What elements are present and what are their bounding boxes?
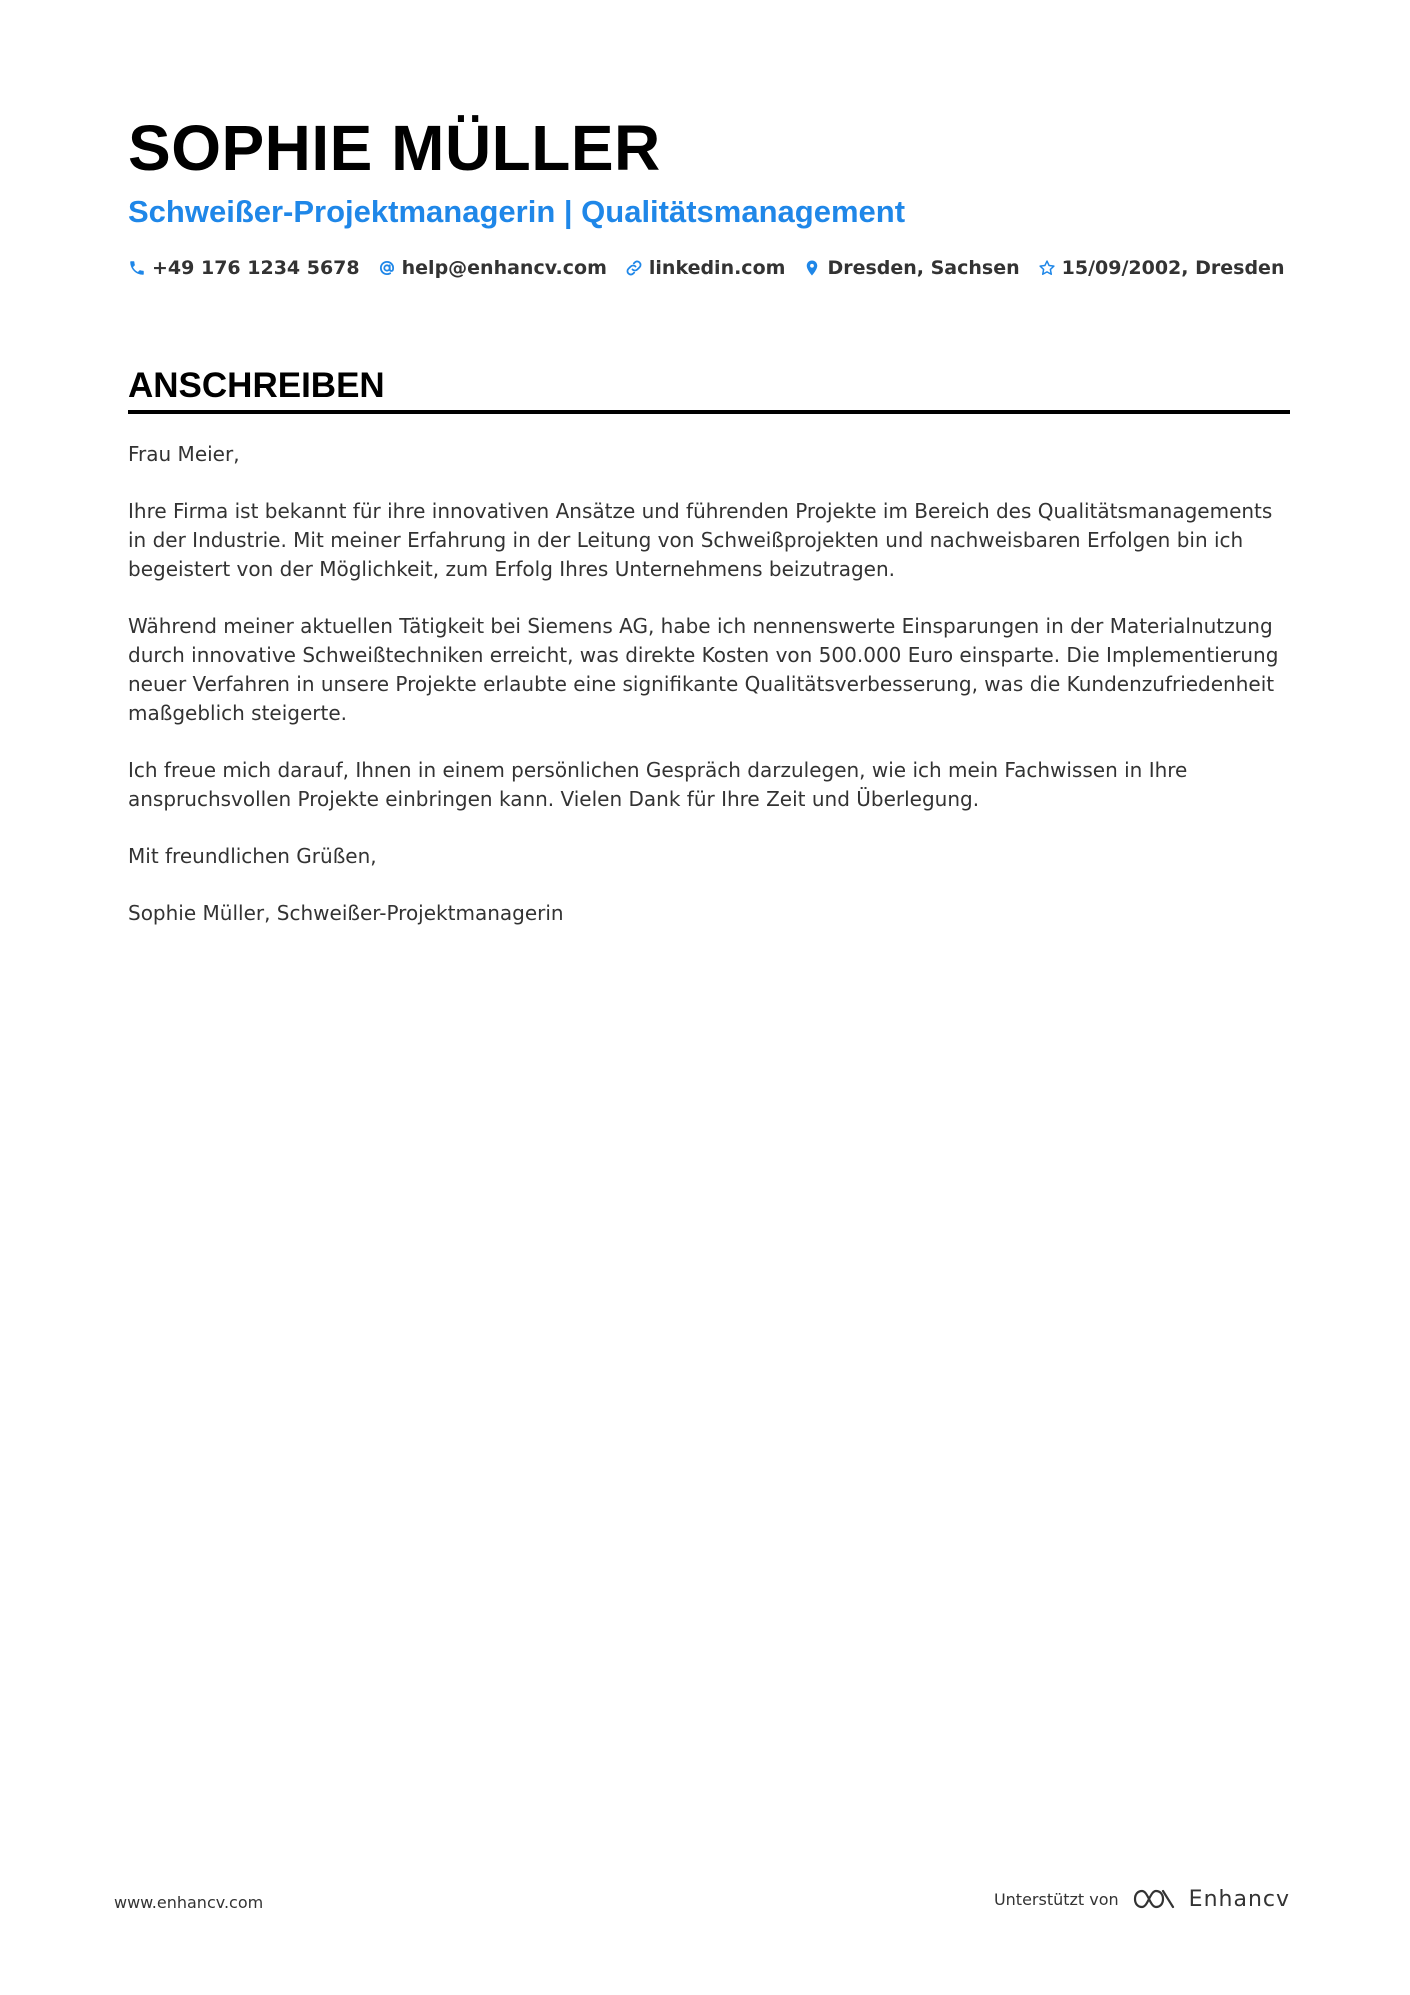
candidate-name: SOPHIE MÜLLER	[128, 112, 661, 184]
contact-email	[378, 257, 607, 279]
powered-by	[994, 1885, 1290, 1913]
letter-closing: Mit freundlichen Grüßen,	[128, 844, 377, 868]
enhancv-logo-text: Enhancv	[1188, 1886, 1290, 1912]
contact-birth-text: 15/09/2002, Dresden	[1061, 257, 1285, 279]
link-icon	[625, 259, 643, 277]
contact-birth	[1038, 257, 1285, 279]
contact-linkedin	[625, 257, 786, 279]
letter-body	[128, 440, 1290, 956]
letter-paragraph: Ihre Firma ist bekannt für ihre innovativen Ansätze und führenden Projekte im Bereich des Qualitätsmanagements in der Industrie. Mit meiner Erfahrung in der Leitung von Schweißprojekten und nachweisbaren Erfolgen bin ich begeistert von der Möglichkeit, zum Erfolg Ihres Unternehmens beizutragen.	[128, 499, 1273, 581]
contact-info-bar	[128, 252, 1302, 284]
enhancv-logo-icon	[1131, 1885, 1177, 1913]
at-icon	[378, 259, 396, 277]
footer-website-link[interactable]: www.enhancv.com	[114, 1893, 264, 1912]
contact-location	[803, 257, 1019, 279]
section-divider	[128, 410, 1290, 414]
phone-icon	[128, 259, 146, 277]
letter-salutation: Frau Meier,	[128, 442, 240, 466]
contact-location-text: Dresden, Sachsen	[827, 257, 1020, 279]
contact-linkedin-text: linkedin.com	[648, 257, 786, 279]
star-icon	[1038, 259, 1056, 277]
contact-phone-text: +49 176 1234 5678	[152, 257, 360, 279]
letter-paragraph: Ich freue mich darauf, Ihnen in einem persönlichen Gespräch darzulegen, wie ich mein Fachwissen in Ihre anspruchsvollen Projekte einbringen kann. Vielen Dank für Ihre Zeit und Überlegung.	[128, 758, 1188, 811]
contact-email-text: help@enhancv.com	[401, 257, 607, 279]
contact-phone	[128, 257, 360, 279]
letter-paragraph: Während meiner aktuellen Tätigkeit bei Siemens AG, habe ich nennenswerte Einsparungen in der Materialnutzung durch innovative Schweißtechniken erreicht, was direkte Kosten von 500.000 Euro einsparte. Die Implementierung neuer Verfahren in unsere Projekte erlaubte eine signifikante Qualitätsverbesserung, was die Kundenzufriedenheit maßgeblich steigerte.	[128, 614, 1279, 725]
letter-signature: Sophie Müller, Schweißer-Projektmanagerin	[128, 901, 564, 925]
section-title-cover-letter: ANSCHREIBEN	[128, 366, 385, 405]
candidate-headline: Schweißer-Projektmanagerin | Qualitätsmanagement	[128, 194, 906, 229]
location-pin-icon	[803, 259, 821, 277]
powered-by-label: Unterstützt von	[993, 1889, 1119, 1909]
